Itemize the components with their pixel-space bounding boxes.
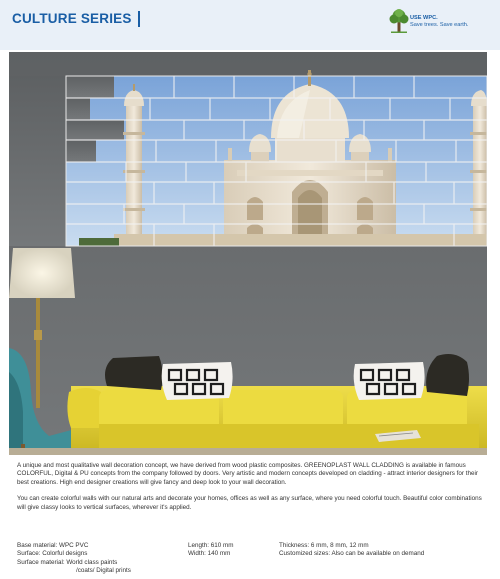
spec-column-dimensions <box>188 542 234 559</box>
spec-column-material <box>17 542 131 576</box>
spec-length: Length: 610 mm <box>188 542 234 549</box>
spec-surface: Surface: Colorful designs <box>17 550 88 558</box>
title-divider <box>138 11 140 27</box>
room-scene-image <box>9 52 487 455</box>
spec-surface-material-cont: /coats/ Digital prints <box>76 567 131 575</box>
series-title: CULTURE SERIES <box>12 10 132 26</box>
spec-width: Width: 140 mm <box>188 550 231 558</box>
spec-base-material: Base material: WPC PVC <box>17 542 89 549</box>
page-header <box>0 0 500 50</box>
wpc-logo <box>388 6 480 40</box>
logo-brand: USE WPC. <box>410 15 438 21</box>
logo-text <box>410 15 468 29</box>
description-paragraph-1: A unique and most qualitative wall decoration concept, we have derived from wood plastic composites. GREENOPLAST WALL CLADDING is available in famous COLORFUL, Digital & PU concepts from the company followed by doors. Very artistic and modern concepts developed on cladding - attract interior designers for their best creations. High end designer creations will give fancy and deep look to your wall decoration. <box>17 462 478 486</box>
spec-surface-material: Surface material: World class paints <box>17 558 118 566</box>
description-paragraph-2: You can create colorful walls with our natural arts and decorate your homes, offices as well as any surface, where you need colorful touch. Beautiful color combinations will give classy looks to vertical surfaces, wherever it's applied. <box>17 495 482 511</box>
taj-mahal-cladding <box>9 70 487 246</box>
spec-thickness: Thickness: 6 mm, 8 mm, 12 mm <box>279 542 369 549</box>
description-block <box>17 462 485 575</box>
series-title-box <box>12 8 140 28</box>
logo-tagline: Save trees. Save earth. <box>410 22 469 28</box>
spec-column-sizes <box>279 542 424 559</box>
spec-customized: Customized sizes: Also can be available on demand <box>279 550 425 558</box>
specifications <box>17 542 485 579</box>
room-illustration <box>9 52 487 455</box>
tree-icon <box>388 8 410 34</box>
